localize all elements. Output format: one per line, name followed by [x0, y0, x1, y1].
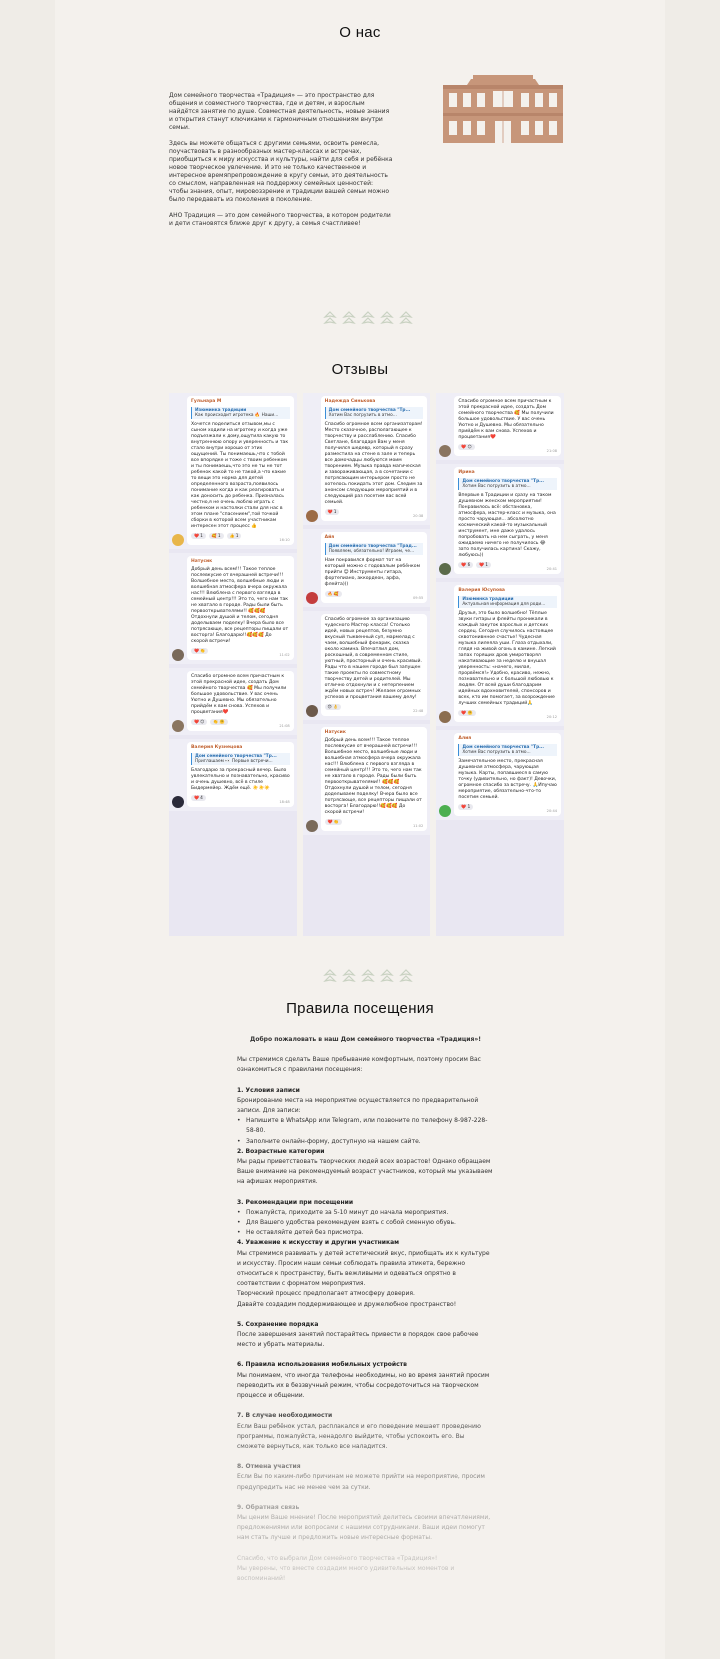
review-text: Добрый день всем!!! Такое теплое послевкусие от вчерашней встречи!!! Волшебное место, волшебные люди и волшебная атмосфера вчера окружала нас!!! Влюблена с первого взгляда в семейный центр!!! Это то, чего нам так не хватало в городе. Рады были быть первооткрывателями!! 🥰🥰🥰 Отдохнули душой и телом, сегодня доделываем поделку! Вчера было все потрясающе, все рецепторы пищали от восторга! Благодарю!!🥰🥰🥰 До скорой встречи!	[191, 567, 289, 644]
avatar	[439, 805, 451, 817]
reaction-badge[interactable]: ❤️ 1	[325, 509, 340, 515]
reactions	[458, 804, 557, 810]
reactions	[191, 719, 290, 725]
reviews-column	[169, 393, 297, 936]
message-time: 21:08	[546, 449, 558, 453]
reviews-title: Отзывы	[331, 361, 389, 378]
review-author: Айя	[324, 535, 335, 540]
rule-text: Бронирование места на мероприятие осуществляется по предварительной записи. Для записи:	[237, 1096, 479, 1115]
rules-welcome: Добро пожаловать в наш Дом семейного творчества «Традиция»!	[250, 1036, 481, 1043]
review-bubble	[454, 396, 561, 456]
rules-text	[237, 1035, 494, 1584]
rule-text: Мы рады приветствовать творческих людей всех возрастов! Однако обращаем Ваше внимание на рекомендуемый возраст участников, который мы указываем на афишах мероприятия.	[237, 1158, 493, 1186]
rule-bullet: • Не оставляйте детей без присмотра.	[237, 1228, 494, 1238]
reactions	[458, 444, 557, 450]
about-text	[169, 92, 394, 236]
reply-quote-text: Хотим Вас погрузить в атмо...	[328, 413, 397, 418]
avatar	[439, 563, 451, 575]
rule-bullet: • Пожалуйста, приходите за 5-10 минут до начала мероприятия.	[237, 1208, 494, 1218]
review-card	[303, 724, 431, 835]
about-paragraph: АНО Традиция — это дом семейного творчества, в котором родители и дети становятся ближе друг к другу, а семья счастливее!	[169, 212, 391, 227]
review-bubble	[321, 727, 428, 831]
leaf-ornament-icon	[323, 968, 337, 984]
review-author: Валерия Кузнецова	[191, 745, 243, 750]
reaction-badge[interactable]: 🥰 1	[209, 533, 224, 539]
reply-quote-title: Изюминка традиции	[462, 597, 514, 602]
message-time: 09:55	[412, 596, 424, 600]
rule-heading: 6. Правила использования мобильных устройств	[237, 1361, 407, 1369]
about-paragraph: Дом семейного творчества «Традиция» — это пространство для общения и совместного творчества, где и детям, и взрослым найдётся занятие по душе. Совместная деятельность, новые знания и открытия станут ключиками к гармоничным отношениям внутри семьи.	[169, 92, 390, 131]
reply-quote-title: Дом семейного творчества "Трад...	[328, 544, 417, 549]
reaction-badge[interactable]: 🔥 🥰	[325, 591, 342, 597]
message-time: 11:02	[412, 824, 424, 828]
rule-heading: 9. Обратная связь	[237, 1503, 300, 1511]
review-text: Спасибо огромное всем причастным к этой прекрасной идее, создать Дом семейного творчества 🥰 Мы получили большое удовольствие. У вас очень Уютно и Душевно. Мы обязательно прийдём к вам снова. Успехов и процветания❤️	[458, 399, 554, 440]
ornament-divider	[323, 968, 413, 984]
rule-text: Если Ваш ребёнок устал, расплакался и его поведение мешает проведению программы, пожалуйста, ненадолго выйдите, чтобы успокоить его. Вы сможете вернуться, как только все наладится.	[237, 1422, 481, 1450]
leaf-ornament-icon	[342, 968, 356, 984]
review-card	[303, 529, 431, 607]
leaf-ornament-icon	[361, 968, 375, 984]
message-time: 16:10	[279, 538, 290, 542]
review-card	[169, 668, 297, 735]
reaction-badge[interactable]: ❤️ 👏	[191, 648, 208, 654]
avatar	[439, 711, 451, 723]
avatar	[172, 649, 184, 661]
rule-bullet: • Заполните онлайн-форму, доступную на нашем сайте.	[237, 1137, 494, 1147]
review-card	[169, 739, 297, 811]
reviews-column	[436, 393, 564, 936]
reactions	[191, 533, 290, 539]
reaction-badge[interactable]: ❤️ 4	[191, 795, 206, 801]
reply-quote-text: Хотим Вас погрузить в атмо...	[462, 484, 531, 489]
rule-text: Мы понимаем, что иногда телефоны необходимы, но во время занятий просим переводить их в беззвучный режим, чтобы сосредоточиться на творческом процессе и общении.	[237, 1371, 490, 1400]
reply-quote[interactable]	[458, 478, 557, 490]
review-text: Добрый день всем!!! Такое теплое послевкусие от вчерашней встречи!!! Волшебное место, волшебные люди и волшебная атмосфера вчера окружала нас!!! Влюблена с первого взгляда в семейный центр!!! Это то, чего нам так не хватало в городе. Рады были быть первооткрывателями!! 🥰🥰🥰 Отдохнули душой и телом, сегодня доделываем поделку! Вчера было все потрясающе, все рецепторы пищали от восторга! Благодарю!!🥰🥰🥰 До скорой встречи!	[324, 738, 422, 815]
review-card	[303, 611, 431, 720]
rule-heading: 8. Отмена участия	[237, 1463, 301, 1471]
reaction-badge[interactable]: ❤️ 🤗	[458, 710, 475, 716]
reaction-badge[interactable]: ❤️ 1	[191, 533, 206, 539]
house-illustration	[443, 75, 563, 143]
reaction-badge[interactable]: ❤️ 6	[458, 562, 473, 568]
message-time: 20:38	[412, 514, 424, 518]
message-time: 11:02	[279, 653, 290, 657]
avatar	[306, 592, 318, 604]
review-text: Впервые в Традиции и сразу на таком душевном женском мероприятии! Понравилось всё: обстановка, атмосфера, мастер-класс и музыка, она просто чарующая... абсолютно космический какой-то музыкальный инструмент, мне даже удалось попробовать на нем сыграть, у меня ожидаемо ничего не получилось 😂 зато получилась картина! Скажу, любуюсь))	[458, 493, 556, 558]
review-author: Валерия Юсупова	[458, 588, 505, 593]
review-author: Натусик	[191, 559, 213, 564]
reaction-badge[interactable]: 👏 🤗	[210, 719, 227, 725]
reply-quote[interactable]	[325, 407, 424, 419]
ornament-divider	[323, 310, 413, 326]
review-text: Благодарю за прекрасный вечер. Было увлекательно и познавательно, красиво и очень душевно, всё в стиле Бидермейер. Ждём ещё. ☀️☀️☀️	[191, 768, 290, 791]
rule-heading: 2. Возрастные категории	[237, 1147, 325, 1155]
rule-heading: 1. Условия записи	[237, 1086, 300, 1094]
rule-text: Давайте создадим поддерживающее и дружелюбное пространство!	[237, 1300, 457, 1308]
review-bubble	[321, 532, 428, 603]
reviews-grid	[169, 393, 564, 936]
message-time: 20:44	[546, 809, 558, 813]
review-card	[436, 582, 564, 726]
reaction-badge[interactable]: 👍 1	[227, 533, 242, 539]
review-author: Ирина	[458, 470, 475, 475]
leaf-ornament-icon	[399, 310, 413, 326]
review-bubble	[454, 733, 561, 816]
reaction-badge[interactable]: ❤️ 😊	[458, 444, 474, 450]
message-time: 21:08	[279, 724, 290, 728]
review-bubble	[187, 396, 294, 545]
reaction-badge[interactable]: ❤️ 1	[458, 804, 473, 810]
rule-heading: 5. Сохранение порядка	[237, 1320, 319, 1328]
avatar	[172, 534, 184, 546]
reaction-badge[interactable]: 😍 👌	[325, 704, 341, 710]
review-bubble	[321, 396, 428, 521]
review-card	[303, 393, 431, 525]
message-time: 18:48	[279, 800, 290, 804]
reply-quote[interactable]	[191, 407, 290, 419]
message-time: 20:12	[546, 715, 558, 719]
reactions	[191, 795, 290, 801]
review-text: Спасибо огромное за организацию чудесного Мастер класса! Столько идей, новых рецептов, безумно вкусный тыквенный суп, мармелад с чаем, волшебный фонарик, сказка около камина. Впечатлил дом, роскошный, в современном стиле, уютный, просторный и очень красивый. Рады что в нашем городе был запущен такие проекты по совместному творчеству детей и родителей. Мы отлично отдохнули и с нетерпением ждём новых встреч! Желаем огромных успехов и процветания вашему делу!	[324, 617, 422, 700]
reaction-badge[interactable]: ❤️ 😊	[191, 719, 207, 725]
avatar	[306, 510, 318, 522]
reply-quote-title: Дом семейного творчества "Тр...	[328, 408, 411, 413]
review-text: Хочется поделиться отзывом,мы с сыном ходили на игротеку и когда уже подъезжали к дому,ощутила какую то внутреннюю опору и уверенность и так стало внутри хорошо от этих ощущений. Ты понимаешь,что с тобой все впорядке и тоже с твоим ребенком и ты понимаешь,что это не ты не тот ребенок какой то не такой,а что какие то вещи это норма для детей определенного возраста,появилось понимание когда и как реагировать и как доносить до ребенка. Призналась честно,я не очень люблю играть с ребенком и настолки стали для нас в этом плане "спасением",той точкой сборки в которой всем участникам интересен этот процесс 👍	[191, 422, 289, 529]
reply-quote-text: Как происходит игротека 🔥 Наши...	[195, 413, 279, 418]
avatar	[306, 820, 318, 832]
reactions	[458, 562, 557, 568]
rule-text: Мы ценим Ваше мнение! После мероприятий делитесь своими впечатлениями, предложениями или вопросами с нашими сотрудниками. Ваши идеи помогут нам стать лучше и предложить новые интересные форматы.	[237, 1513, 491, 1542]
review-text: Спасибо огромное всем организаторам! Место сказочное, располагающее к творчеству и расслаблению. Спасибо Светлане, благодаря Вам у меня получился шедевр, который я сразу разместила на стене в зале и теперь все домочадцы любуются моим творением. Музыка правда магическая и завораживающая, а в сочетании с потрясающим интерьером просто не хотелось покидать этот дом. Следим за анонсом следующих мероприятий и в следующий раз посетим вас всей семьей.	[324, 422, 423, 505]
rule-heading: 3. Рекомендации при посещении	[237, 1198, 354, 1206]
reaction-badge[interactable]: ❤️ 1	[476, 562, 491, 568]
rule-text: Если Вы по каким-либо причинам не можете прийти на мероприятие, просим предупредить нас не менее чем за сутки.	[237, 1473, 485, 1491]
avatar	[172, 796, 184, 808]
rule-bullet: • Для Вашего удобства рекомендуем взять с собой сменную обувь.	[237, 1218, 494, 1228]
review-author: Надежда Синькова	[324, 399, 376, 404]
reactions	[325, 591, 424, 597]
message-time: 22:48	[412, 709, 424, 713]
message-time: 20:41	[546, 567, 558, 571]
reply-quote[interactable]	[458, 596, 557, 608]
avatar	[172, 720, 184, 732]
reply-quote-text: Приглашаем 👀 Первые встречи...	[195, 759, 273, 764]
reply-quote-text: Хотим Вас погрузить в атмо...	[462, 750, 531, 755]
reviews-column	[303, 393, 431, 936]
rules-thanks: Спасибо, что выбрали Дом семейного творчества «Традиция»!	[237, 1554, 438, 1562]
review-card	[436, 730, 564, 820]
about-paragraph: Здесь вы можете общаться с другими семьями, освоить ремесла, поучаствовать в разнообразных мастер-классах и встречах, приобщиться к миру искусства и культуры, найти для себя и ребёнка новое творческое увлечение. И это не только качественное и интересное времяпрепровождение в кругу семьи, это деятельность со смыслом, направленная на поддержку семейных ценностей: чтобы знания, опыт, мировоззрение и традиции вашей семьи можно было передавать из поколения в поколение.	[169, 140, 393, 203]
avatar	[439, 445, 451, 457]
rule-text: Мы стремимся развивать у детей эстетический вкус, приобщать их к культуре и искусству. Просим наши семьи соблюдать правила этикета, бережно относиться к пространству, быть вежливыми и одеваться опрятно в соответствии с форматом мероприятия.	[237, 1249, 490, 1288]
reactions	[325, 509, 424, 515]
reply-quote-title: Изюминка традиции	[195, 408, 247, 413]
leaf-ornament-icon	[380, 310, 394, 326]
reply-quote-title: Дом семейного творчества "Тр...	[462, 479, 545, 484]
review-bubble	[321, 614, 428, 716]
review-bubble	[187, 742, 294, 807]
reply-quote[interactable]	[191, 753, 290, 765]
review-text: Спасибо огромное всем причастным к этой прекрасной идее, создать Дом семейного творчества 🥰 Мы получили большое удовольствие. У вас очень Уютно и Душевно. Мы обязательно прийдём к вам снова. Успехов и процветания❤️	[191, 674, 287, 715]
reply-quote-title: Дом семейного творчества "Тр...	[462, 745, 545, 750]
reply-quote-text: Актуальная информация для роди...	[462, 602, 546, 607]
review-author: Натусик	[324, 730, 346, 735]
review-card	[169, 553, 297, 664]
rules-title: Правила посещения	[286, 1000, 434, 1017]
reply-quote-title: Дом семейного творчества "Тр...	[195, 754, 277, 759]
avatar	[306, 705, 318, 717]
review-text: Замечательное место, прекрасная душевная атмосфера, чарующая музыка. Карты, попавшиеся в самую точку (удивительно, но факт)! Девочки, огромное спасибо за встречу. 🙏Ипучаю мероприятие, обязательно-что-то посетим семьей.	[458, 759, 557, 800]
review-bubble	[454, 585, 561, 722]
review-text: Друзья, это было волшебно! Тёплые звуки гитары и флейты проникали в каждый закуток взрослых и детских сердец. Сегодня случилось настоящее сквотонивнное счастье! Чудесная музыка лилеяла уши. Глаза отдыхали, глядя на живой огонь в камине. Легкий запах горящих дров умиротворял накативающие за неделю и внушал уверенность: «начего, милая, прорвёмся!» Удобно, красиво, нежно, познавательно и с большой любовью к людям. От всей души благодарим идейных вдохновителей, спонсоров и всех, кто им помогает, за возрождение лучших семейных традиций🙏	[458, 611, 556, 706]
leaf-ornament-icon	[361, 310, 375, 326]
review-bubble	[454, 467, 561, 574]
reactions	[191, 648, 290, 654]
leaf-ornament-icon	[342, 310, 356, 326]
about-title: О нас	[339, 24, 381, 41]
reply-quote[interactable]	[325, 543, 424, 555]
rule-text: После завершения занятий постарайтесь привести в порядок свое рабочее место и убрать материалы.	[237, 1331, 479, 1349]
review-bubble	[187, 556, 294, 660]
review-text: Нам понравился формат тот на который можно с годовалым ребёнком прийти 😊 Инструменты гитара, фортепиано, аккордеон, арфа, флейта)))	[324, 558, 421, 587]
reply-quote[interactable]	[458, 744, 557, 756]
reactions	[325, 819, 424, 825]
reactions	[458, 710, 557, 716]
leaf-ornament-icon	[323, 310, 337, 326]
review-card	[169, 393, 297, 549]
rules-intro: Мы стремимся сделать Ваше пребывание комфортным, поэтому просим Вас ознакомиться с правилами посещения:	[237, 1056, 481, 1074]
rules-thanks-note: Мы уверены, что вместе создадим много удивительных моментов и воспоминаний!	[237, 1564, 455, 1582]
reaction-badge[interactable]: ❤️ 👏	[325, 819, 342, 825]
review-card	[436, 464, 564, 578]
rule-heading: 4. Уважение к искусству и другим участникам	[237, 1239, 400, 1247]
leaf-ornament-icon	[399, 968, 413, 984]
reactions	[325, 704, 424, 710]
review-author: Алия	[458, 736, 472, 741]
review-card	[436, 393, 564, 460]
rule-text: Творческий процесс предполагает атмосферу доверия.	[237, 1290, 415, 1298]
review-bubble	[187, 671, 294, 731]
leaf-ornament-icon	[380, 968, 394, 984]
rule-bullet: • Напишите в WhatsApp или Telegram, или позвоните по телефону 8-987-228-58-80.	[237, 1116, 494, 1136]
reply-quote-text: Появляем, обязательно! Играем, че...	[328, 549, 415, 554]
rule-heading: 7. В случае необходимости	[237, 1412, 333, 1420]
review-author: Гульнара М	[191, 399, 222, 404]
